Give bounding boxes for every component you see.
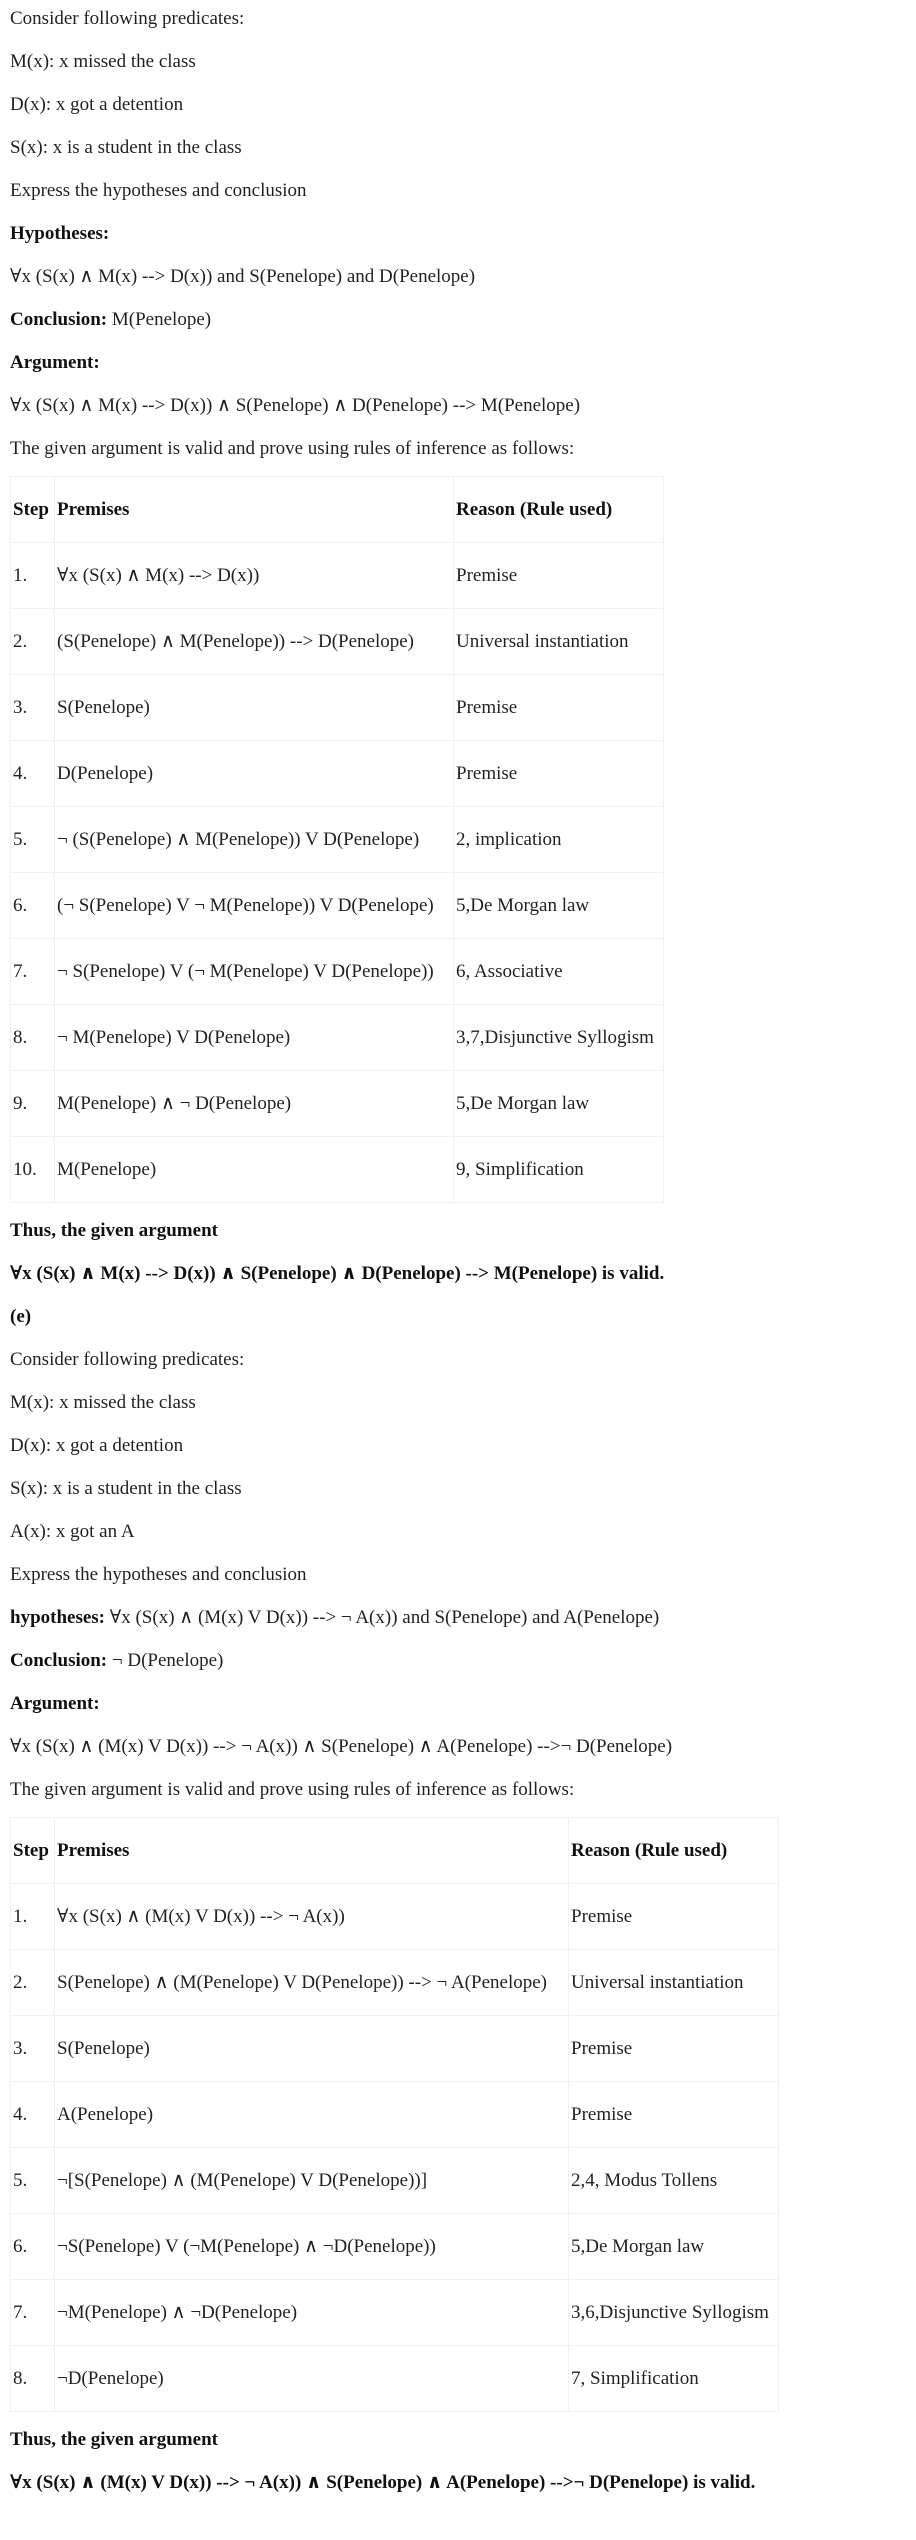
- predicate-m: M(x): x missed the class: [10, 1392, 196, 1413]
- premise-cell: M(Penelope): [55, 1137, 454, 1203]
- predicate-s: S(x): x is a student in the class: [10, 137, 242, 158]
- argument-heading: Argument:: [10, 1693, 100, 1714]
- header-step: Step: [11, 477, 55, 543]
- predicate-m: M(x): x missed the class: [10, 51, 196, 72]
- table-row: [11, 2346, 779, 2412]
- step-cell: 4.: [11, 2082, 55, 2148]
- reason-cell: 5,De Morgan law: [569, 2214, 779, 2280]
- table-row: [11, 741, 664, 807]
- reason-cell: 2, implication: [454, 807, 664, 873]
- premise-cell: S(Penelope): [55, 2016, 569, 2082]
- premise-cell: S(Penelope) ∧ (M(Penelope) V D(Penelope)) --> ¬ A(Penelope): [55, 1950, 569, 2016]
- hypotheses-label: hypotheses:: [10, 1607, 106, 1628]
- step-cell: 7.: [11, 939, 55, 1005]
- premise-cell: (¬ S(Penelope) V ¬ M(Penelope)) V D(Penelope): [55, 873, 454, 939]
- proof-table: [10, 476, 664, 1203]
- step-cell: 6.: [11, 873, 55, 939]
- step-cell: 2.: [11, 609, 55, 675]
- reason-cell: 9, Simplification: [454, 1137, 664, 1203]
- step-cell: 3.: [11, 675, 55, 741]
- conclusion-line: [10, 298, 906, 341]
- table-row: [11, 2280, 779, 2346]
- premise-cell: (S(Penelope) ∧ M(Penelope)) --> D(Penelope): [55, 609, 454, 675]
- intro-text: Consider following predicates:: [10, 1349, 245, 1370]
- header-reason: Reason (Rule used): [569, 1818, 779, 1884]
- table-row: [11, 2214, 779, 2280]
- premise-cell: ¬S(Penelope) V (¬M(Penelope) ∧ ¬D(Penelope)): [55, 2214, 569, 2280]
- table-row: [11, 1884, 779, 1950]
- part-e-label: (e): [10, 1306, 32, 1327]
- reason-cell: 6, Associative: [454, 939, 664, 1005]
- thus-line: Thus, the given argument: [10, 1220, 218, 1241]
- hypotheses-text: ∀x (S(x) ∧ (M(x) V D(x)) --> ¬ A(x)) and S(Penelope) and A(Penelope): [105, 1607, 660, 1628]
- final-statement: ∀x (S(x) ∧ (M(x) V D(x)) --> ¬ A(x)) ∧ S(Penelope) ∧ A(Penelope) -->¬ D(Penelope) is valid.: [10, 2472, 756, 2493]
- table-row: [11, 2082, 779, 2148]
- table-header-row: [11, 477, 664, 543]
- premise-cell: ∀x (S(x) ∧ (M(x) V D(x)) --> ¬ A(x)): [55, 1884, 569, 1950]
- conclusion-line: [10, 1639, 906, 1682]
- table-row: [11, 939, 664, 1005]
- reason-cell: 2,4, Modus Tollens: [569, 2148, 779, 2214]
- step-cell: 2.: [11, 1950, 55, 2016]
- table-row: [11, 807, 664, 873]
- argument-text: ∀x (S(x) ∧ M(x) --> D(x)) ∧ S(Penelope) ∧ D(Penelope) --> M(Penelope): [10, 395, 581, 416]
- premise-cell: A(Penelope): [55, 2082, 569, 2148]
- table-row: [11, 609, 664, 675]
- reason-cell: 5,De Morgan law: [454, 1071, 664, 1137]
- premise-cell: ¬ M(Penelope) V D(Penelope): [55, 1005, 454, 1071]
- table-row: [11, 2148, 779, 2214]
- step-cell: 1.: [11, 543, 55, 609]
- header-premises: Premises: [55, 1818, 569, 1884]
- predicate-a: A(x): x got an A: [10, 1521, 135, 1542]
- premise-cell: ¬ S(Penelope) V (¬ M(Penelope) V D(Penelope)): [55, 939, 454, 1005]
- premise-cell: ¬M(Penelope) ∧ ¬D(Penelope): [55, 2280, 569, 2346]
- reason-cell: Premise: [454, 741, 664, 807]
- step-cell: 5.: [11, 2148, 55, 2214]
- premise-cell: M(Penelope) ∧ ¬ D(Penelope): [55, 1071, 454, 1137]
- premise-cell: ∀x (S(x) ∧ M(x) --> D(x)): [55, 543, 454, 609]
- intro-text: Consider following predicates:: [10, 8, 245, 29]
- step-cell: 4.: [11, 741, 55, 807]
- table-row: [11, 2016, 779, 2082]
- step-cell: 9.: [11, 1071, 55, 1137]
- valid-text: The given argument is valid and prove using rules of inference as follows:: [10, 1779, 575, 1800]
- premise-cell: ¬[S(Penelope) ∧ (M(Penelope) V D(Penelope))]: [55, 2148, 569, 2214]
- step-cell: 8.: [11, 1005, 55, 1071]
- table-row: [11, 1005, 664, 1071]
- step-cell: 1.: [11, 1884, 55, 1950]
- argument-text: ∀x (S(x) ∧ (M(x) V D(x)) --> ¬ A(x)) ∧ S(Penelope) ∧ A(Penelope) -->¬ D(Penelope): [10, 1736, 673, 1757]
- premise-cell: ¬D(Penelope): [55, 2346, 569, 2412]
- header-step: Step: [11, 1818, 55, 1884]
- reason-cell: Premise: [569, 1884, 779, 1950]
- reason-cell: Premise: [454, 675, 664, 741]
- proof-table: [10, 1817, 779, 2412]
- step-cell: 3.: [11, 2016, 55, 2082]
- premise-cell: D(Penelope): [55, 741, 454, 807]
- valid-text: The given argument is valid and prove using rules of inference as follows:: [10, 438, 575, 459]
- hypotheses-text: ∀x (S(x) ∧ M(x) --> D(x)) and S(Penelope) and D(Penelope): [10, 266, 476, 287]
- reason-cell: 5,De Morgan law: [454, 873, 664, 939]
- conclusion-label: Conclusion:: [10, 1650, 108, 1671]
- conclusion-text: M(Penelope): [107, 309, 212, 330]
- reason-cell: 3,7,Disjunctive Syllogism: [454, 1005, 664, 1071]
- hypotheses-line: [10, 1596, 906, 1639]
- step-cell: 7.: [11, 2280, 55, 2346]
- step-cell: 8.: [11, 2346, 55, 2412]
- table-row: [11, 675, 664, 741]
- thus-line: Thus, the given argument: [10, 2429, 218, 2450]
- conclusion-text: ¬ D(Penelope): [107, 1650, 224, 1671]
- reason-cell: Premise: [569, 2082, 779, 2148]
- express-text: Express the hypotheses and conclusion: [10, 1564, 307, 1585]
- premise-cell: ¬ (S(Penelope) ∧ M(Penelope)) V D(Penelope): [55, 807, 454, 873]
- reason-cell: Universal instantiation: [454, 609, 664, 675]
- hypotheses-heading: Hypotheses:: [10, 223, 110, 244]
- express-text: Express the hypotheses and conclusion: [10, 180, 307, 201]
- reason-cell: Premise: [569, 2016, 779, 2082]
- predicate-d: D(x): x got a detention: [10, 94, 184, 115]
- reason-cell: 7, Simplification: [569, 2346, 779, 2412]
- header-reason: Reason (Rule used): [454, 477, 664, 543]
- reason-cell: Premise: [454, 543, 664, 609]
- step-cell: 5.: [11, 807, 55, 873]
- table-row: [11, 873, 664, 939]
- predicate-s: S(x): x is a student in the class: [10, 1478, 242, 1499]
- argument-heading: Argument:: [10, 352, 100, 373]
- reason-cell: Universal instantiation: [569, 1950, 779, 2016]
- header-premises: Premises: [55, 477, 454, 543]
- final-statement: ∀x (S(x) ∧ M(x) --> D(x)) ∧ S(Penelope) ∧ D(Penelope) --> M(Penelope) is valid.: [10, 1263, 665, 1284]
- table-row: [11, 1137, 664, 1203]
- premise-cell: S(Penelope): [55, 675, 454, 741]
- reason-cell: 3,6,Disjunctive Syllogism: [569, 2280, 779, 2346]
- step-cell: 10.: [11, 1137, 55, 1203]
- table-row: [11, 543, 664, 609]
- table-row: [11, 1950, 779, 2016]
- conclusion-label: Conclusion:: [10, 309, 108, 330]
- table-row: [11, 1071, 664, 1137]
- table-header-row: [11, 1818, 779, 1884]
- predicate-d: D(x): x got a detention: [10, 1435, 184, 1456]
- step-cell: 6.: [11, 2214, 55, 2280]
